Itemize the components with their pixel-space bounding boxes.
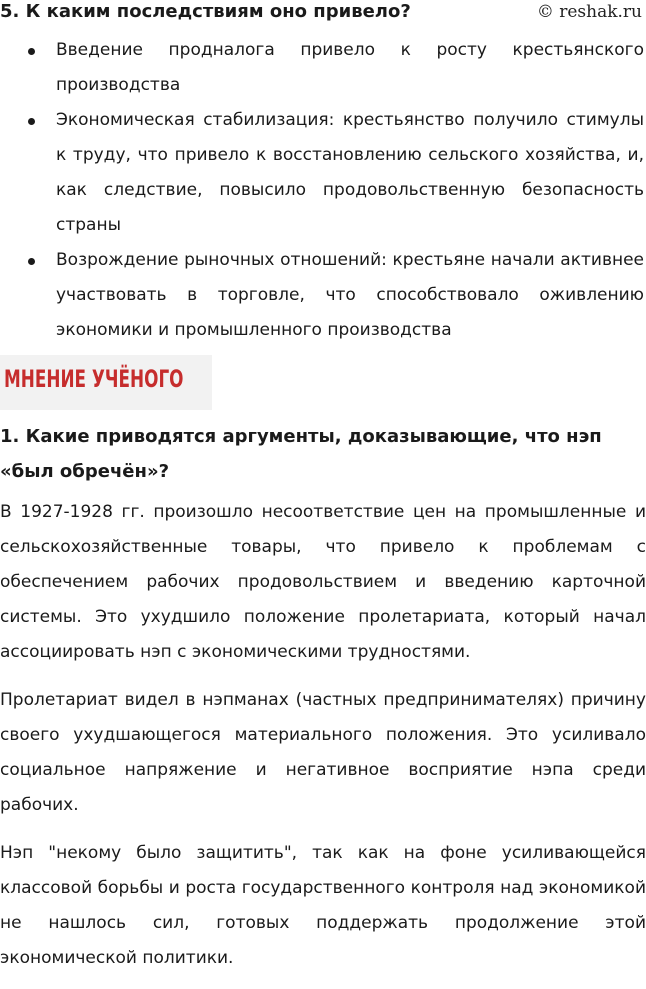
bullet-icon [28, 118, 35, 125]
bullet-icon [28, 48, 35, 55]
bullet-icon [28, 258, 35, 265]
list-item-text: Введение продналога привело к росту крестьянского производства [56, 40, 644, 95]
list-item [0, 33, 646, 103]
list-item-text: Экономическая стабилизация: крестьянство получило стимулы к труду, что привело к восстановлению сельского хозяйства, и, как следствие, повысило продовольственную безопасность страны [56, 110, 644, 235]
list-item [0, 103, 646, 243]
expert-opinion-title: МНЕНИЕ УЧЁНОГО [4, 365, 184, 393]
answer-text [0, 495, 646, 989]
answer-paragraph: Пролетариат видел в нэпманах (частных предпринимателях) причину своего ухудшающегося материального положения. Это усиливало социальное напряжение и негативное восприятие нэпа среди рабочих. [0, 690, 646, 815]
answer-paragraph: Нэп "некому было защитить", так как на фоне усиливающейся классовой борьбы и роста государственного контроля над экономикой не нашлось сил, готовых поддержать продолжение этой экономической политики. [0, 843, 646, 968]
question-1-heading: 1. Какие приводятся аргументы, доказывающие, что нэп «был обречён»? [0, 426, 602, 482]
list-item-text: Возрождение рыночных отношений: крестьяне начали активнее участвовать в торговле, что способствовало оживлению экономики и промышленного производства [56, 250, 644, 340]
consequences-list [0, 33, 646, 348]
question-5-heading: 5. К каким последствиям оно привело? [0, 1, 411, 22]
expert-opinion-banner [0, 355, 212, 410]
site-watermark: © reshak.ru [536, 2, 642, 22]
list-item [0, 243, 646, 348]
answer-paragraph: В 1927-1928 гг. произошло несоответствие цен на промышленные и сельскохозяйственные товары, что привело к проблемам с обеспечением рабочих продовольствием и введению карточной системы. Это ухудшило положение пролетариата, который начал ассоциировать нэп с экономическими трудностями. [0, 502, 646, 662]
